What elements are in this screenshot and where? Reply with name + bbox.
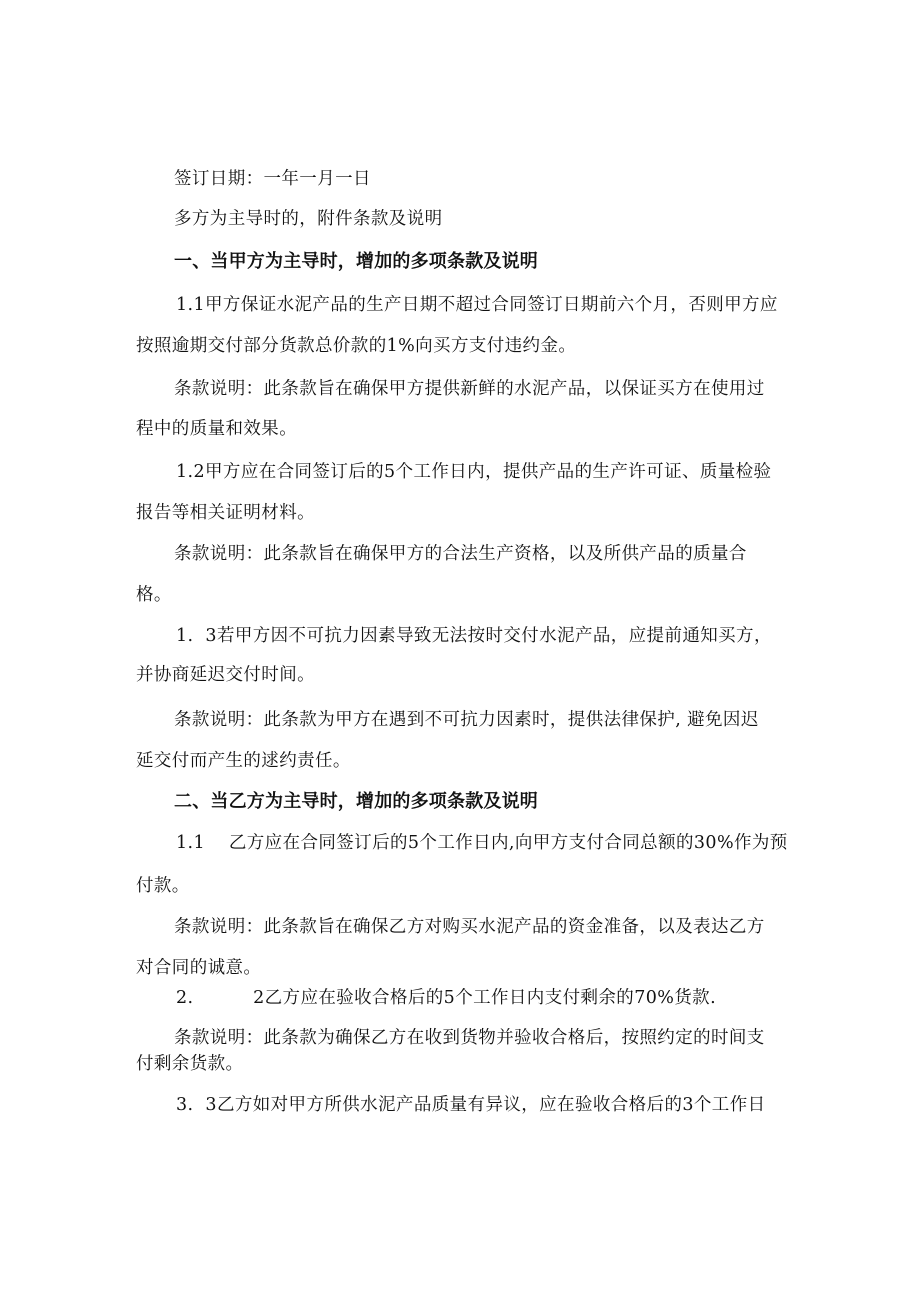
section1-note3-line1: 条款说明：此条款为甲方在遇到不可抗力因素时，提供法律保护, 避免因迟 xyxy=(174,710,759,730)
section2-clause2-line1: 2. 2乙方应在验收合格后的5个工作日内支付剩余的70%货款. xyxy=(176,988,717,1008)
section1-heading: 一、当甲方为主导时，增加的多项条款及说明 xyxy=(174,251,538,272)
section2-note2-line2: 付剩余货款。 xyxy=(136,1054,244,1074)
section1-note2-line2: 格。 xyxy=(136,585,172,605)
section1-note1-line2: 程中的质量和效果。 xyxy=(136,419,298,439)
intro-text: 多方为主导时的，附件条款及说明 xyxy=(174,209,443,229)
section2-clause1-line1: 1.1 乙方应在合同签订后的5个工作日内,向甲方支付合同总额的30%作为预 xyxy=(176,833,788,853)
section1-note2-line1: 条款说明：此条款旨在确保甲方的合法生产资格，以及所供产品的质量合 xyxy=(174,544,747,564)
section1-note3-line2: 延交付而产生的逑约责任。 xyxy=(136,751,351,771)
section2-note2-line1: 条款说明：此条款为确保乙方在收到货物并验收合格后，按照约定的时间支 xyxy=(174,1028,765,1048)
section2-note1-line2: 对合同的诚意。 xyxy=(136,958,262,978)
section1-note1-line1: 条款说明：此条款旨在确保甲方提供新鲜的水泥产品，以保证买方在使用过 xyxy=(174,379,765,399)
section2-heading: 二、当乙方为主导时，增加的多项条款及说明 xyxy=(174,791,538,812)
section1-clause1-line1: 1.1甲方保证水泥产品的生产日期不超过合同签订日期前六个月，否则甲方应 xyxy=(176,295,778,315)
signing-date: 签订日期：一年一月一日 xyxy=(174,169,371,189)
section1-clause1-line2: 按照逾期交付部分货款总价款的1%向买方支付违约金。 xyxy=(136,336,577,356)
section2-note1-line1: 条款说明：此条款旨在确保乙方对购买水泥产品的资金准备，以及表达乙方 xyxy=(174,917,765,937)
section2-clause1-line2: 付款。 xyxy=(136,876,190,896)
section2-clause3-line1: 3. 3乙方如对甲方所供水泥产品质量有异议，应在验收合格后的3个工作日 xyxy=(176,1095,766,1115)
section1-clause3-line2: 并协商延迟交付时间。 xyxy=(136,665,315,685)
section1-clause3-line1: 1. 3若甲方因不可抗力因素导致无法按时交付水泥产品，应提前通知买方， xyxy=(176,626,772,646)
section1-clause2-line1: 1.2甲方应在合同签订后的5个工作日内，提供产品的生产许可证、质量检验 xyxy=(176,462,772,482)
section1-clause2-line2: 报告等相关证明材料。 xyxy=(136,503,315,523)
